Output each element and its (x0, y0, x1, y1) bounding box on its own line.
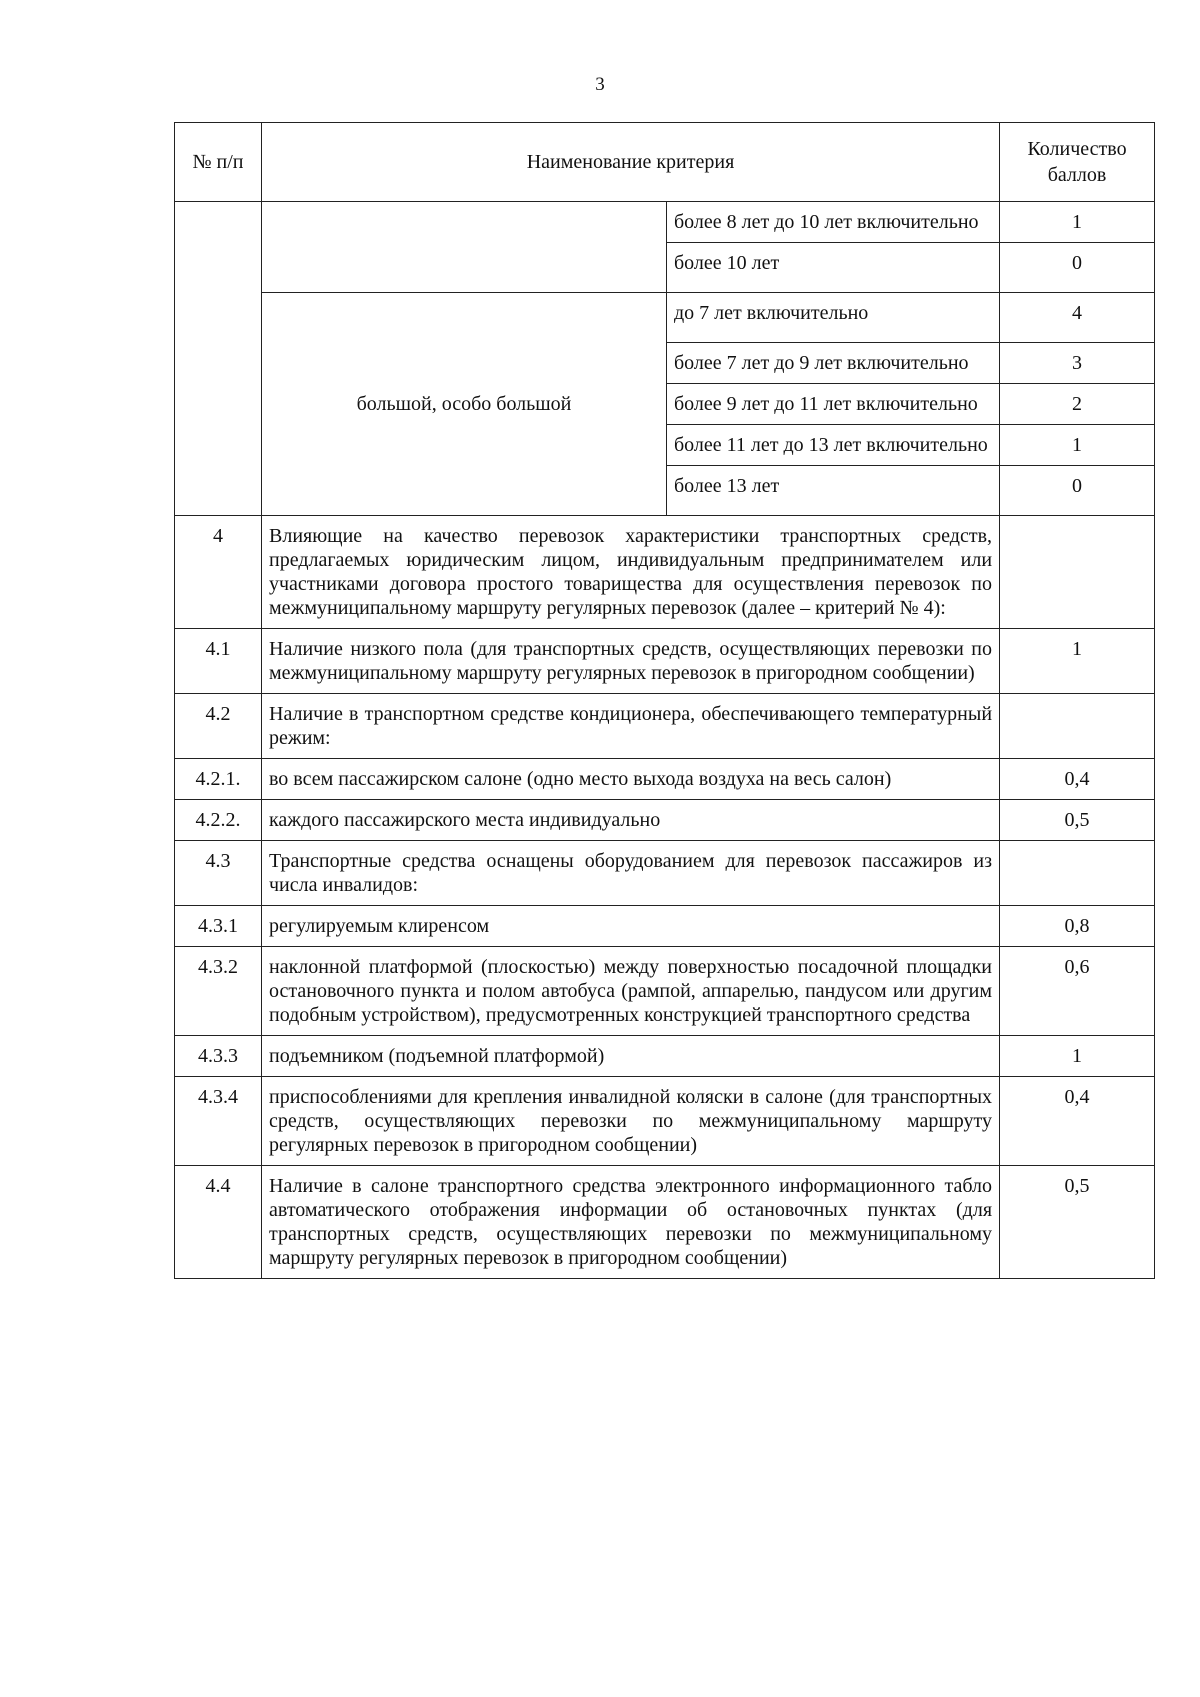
criterion-number: 4.2.2. (175, 800, 262, 841)
table-row (175, 947, 1155, 1036)
criterion-points: 0,4 (1000, 759, 1155, 800)
criterion-number: 4.3.2 (175, 947, 262, 1036)
age-points: 1 (1000, 202, 1155, 243)
age-points: 1 (1000, 425, 1155, 466)
table-row (175, 1166, 1155, 1279)
criterion-text: наклонной платформой (плоскостью) между поверхностью посадочной площадки остановочного пункта и полом автобуса (рампой, аппарелью, пандусом или другим подобным устройством), предусмотренных конструкцией транспортного средства (262, 947, 1000, 1036)
criterion-points (1000, 841, 1155, 906)
age-points: 2 (1000, 384, 1155, 425)
criterion-text: Влияющие на качество перевозок характеристики транспортных средств, предлагаемых юридическим лицом, индивидуальным предпринимателем или участниками договора простого товарищества для осуществления перевозок по межмуниципальному маршруту регулярных перевозок (далее – критерий № 4): (262, 516, 1000, 629)
criterion-points: 0,6 (1000, 947, 1155, 1036)
age-label: более 7 лет до 9 лет включительно (667, 343, 1000, 384)
criterion-text: приспособлениями для крепления инвалидной коляски в салоне (для транспортных средств, осуществляющих перевозки по межмуниципальному маршруту регулярных перевозок в пригородном сообщении) (262, 1077, 1000, 1166)
criterion-text: каждого пассажирского места индивидуально (262, 800, 1000, 841)
criterion-points: 1 (1000, 629, 1155, 694)
criterion-number: 4.3.3 (175, 1036, 262, 1077)
age-label: более 8 лет до 10 лет включительно (667, 202, 1000, 243)
criterion-number: 4.4 (175, 1166, 262, 1279)
table-row (175, 293, 1155, 343)
criterion-text: регулируемым клиренсом (262, 906, 1000, 947)
criterion-text: Наличие в салоне транспортного средства электронного информационного табло автоматического отображения информации об остановочных пунктах (для транспортных средств, осуществляющих перевозки по межмуниципальному маршруту регулярных перевозок в пригородном сообщении) (262, 1166, 1000, 1279)
criterion-points: 0,5 (1000, 1166, 1155, 1279)
table-row (175, 516, 1155, 629)
criterion-text: во всем пассажирском салоне (одно место выхода воздуха на весь салон) (262, 759, 1000, 800)
criterion-number: 4.3 (175, 841, 262, 906)
table-row (175, 694, 1155, 759)
criterion-number: 4 (175, 516, 262, 629)
age-label: более 11 лет до 13 лет включительно (667, 425, 1000, 466)
table-header-row (175, 123, 1155, 202)
page-number: 3 (595, 74, 605, 95)
criterion-text: Наличие в транспортном средстве кондиционера, обеспечивающего температурный режим: (262, 694, 1000, 759)
criterion-number: 4.3.1 (175, 906, 262, 947)
table-row (175, 1077, 1155, 1166)
criterion-points: 1 (1000, 1036, 1155, 1077)
criterion-number: 4.2.1. (175, 759, 262, 800)
criterion-text: Транспортные средства оснащены оборудованием для перевозок пассажиров из числа инвалидов: (262, 841, 1000, 906)
age-label: до 7 лет включительно (667, 293, 1000, 343)
table-row (175, 759, 1155, 800)
criterion-points (1000, 694, 1155, 759)
age-points: 3 (1000, 343, 1155, 384)
criterion-number: 4.3.4 (175, 1077, 262, 1166)
header-points: Количество баллов (1000, 123, 1155, 202)
cell-number-empty (175, 202, 262, 516)
criterion-number: 4.2 (175, 694, 262, 759)
table-row (175, 629, 1155, 694)
criterion-number: 4.1 (175, 629, 262, 694)
header-criterion-name: Наименование критерия (262, 123, 1000, 202)
table-row (175, 1036, 1155, 1077)
age-points: 4 (1000, 293, 1155, 343)
table-row (175, 800, 1155, 841)
cell-class-empty (262, 202, 667, 293)
criterion-points: 0,5 (1000, 800, 1155, 841)
vehicle-class-label: большой, особо большой (262, 293, 667, 516)
age-label: более 10 лет (667, 243, 1000, 293)
table-row (175, 906, 1155, 947)
criteria-table (174, 122, 1155, 1279)
age-points: 0 (1000, 243, 1155, 293)
criterion-points (1000, 516, 1155, 629)
age-label: более 13 лет (667, 466, 1000, 516)
criterion-text: подъемником (подъемной платформой) (262, 1036, 1000, 1077)
header-number: № п/п (175, 123, 262, 202)
criterion-points: 0,4 (1000, 1077, 1155, 1166)
criterion-points: 0,8 (1000, 906, 1155, 947)
table-row (175, 841, 1155, 906)
criterion-text: Наличие низкого пола (для транспортных средств, осуществляющих перевозки по межмуниципальному маршруту регулярных перевозок в пригородном сообщении) (262, 629, 1000, 694)
table-row (175, 202, 1155, 243)
age-label: более 9 лет до 11 лет включительно (667, 384, 1000, 425)
age-points: 0 (1000, 466, 1155, 516)
